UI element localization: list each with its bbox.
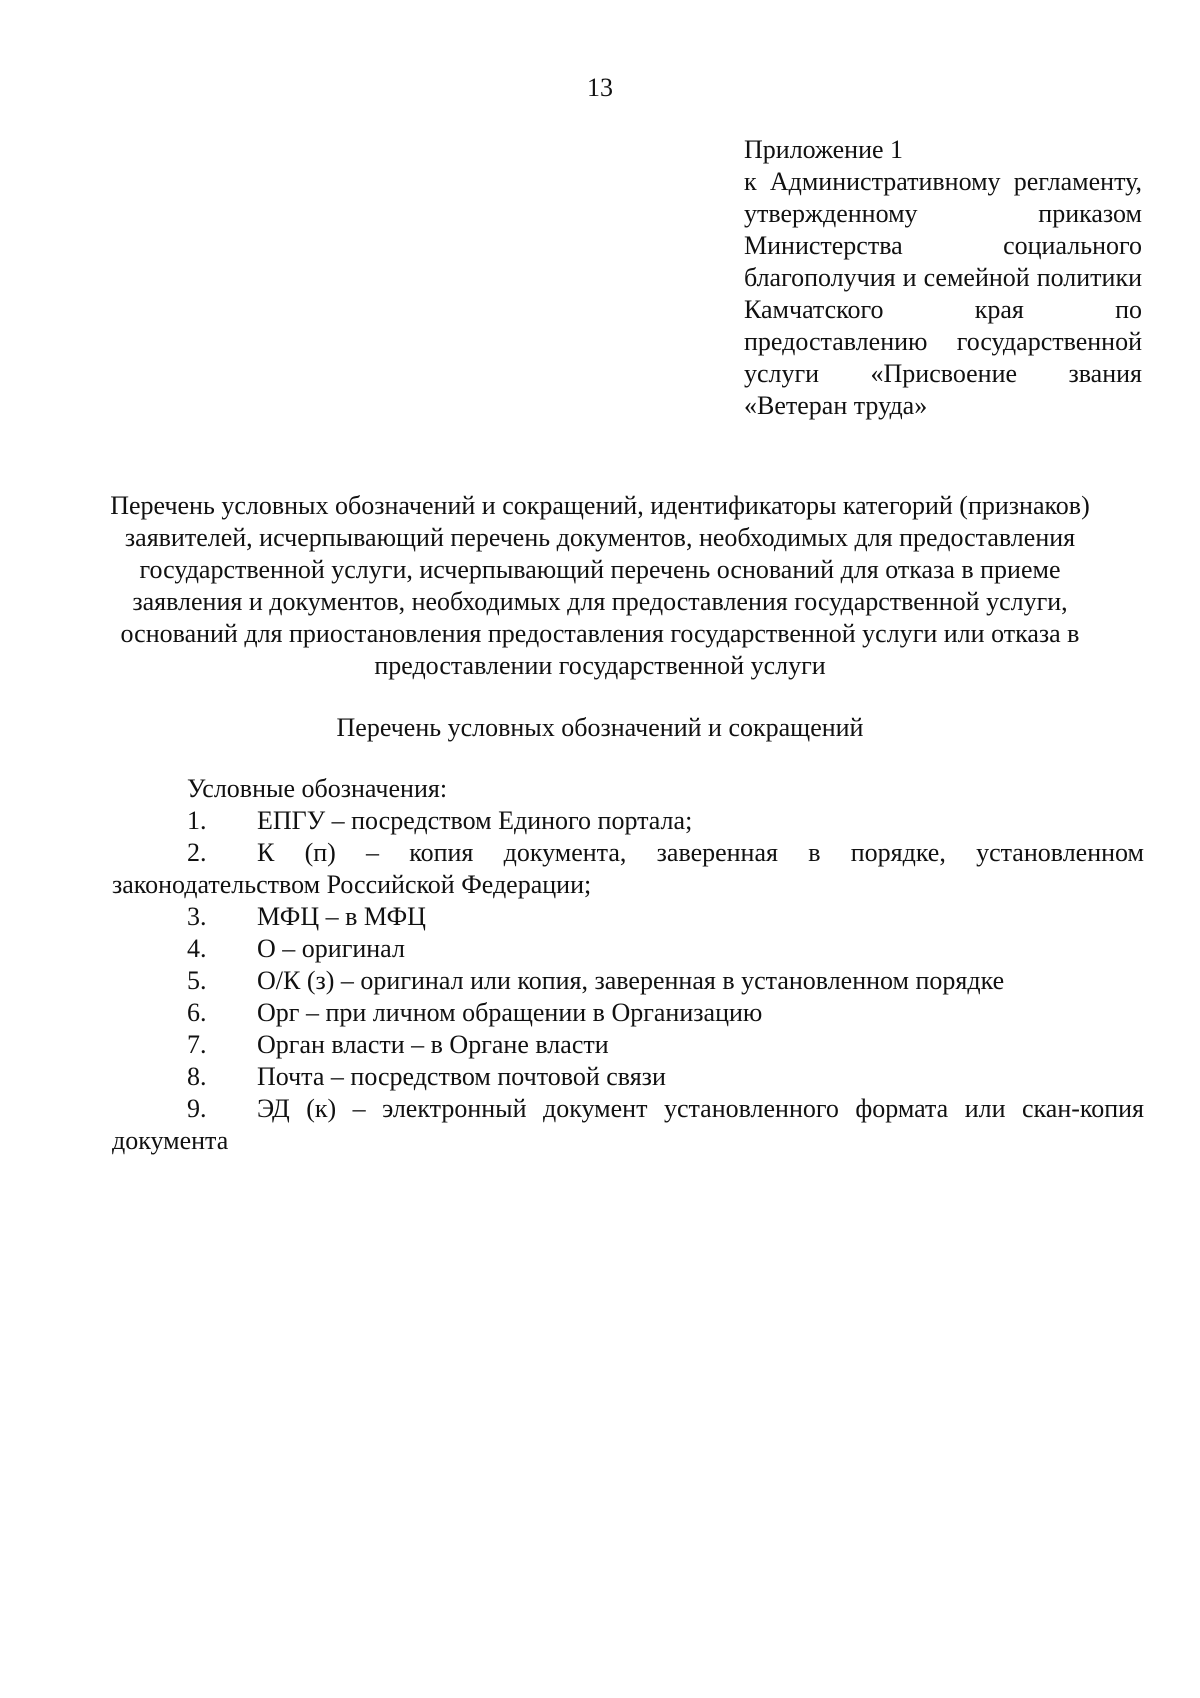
- list-item-text: ЕПГУ – посредством Единого портала;: [257, 806, 693, 835]
- appendix-text: к Административному регламенту, утвержденному приказом Министерства социального благополучия и семейной политики Камчатского края по предоставлению государственной услуги «Присвоение звания «Ветеран труда»: [744, 167, 1142, 420]
- list-item-number: 3.: [187, 902, 207, 931]
- list-item: [112, 1029, 1144, 1061]
- list-item: [112, 997, 1144, 1029]
- section-title: Перечень условных обозначений и сокращений: [336, 713, 864, 742]
- list-item: [112, 965, 1144, 997]
- list-item-number: 1.: [187, 806, 207, 835]
- list-item-text: Орган власти – в Органе власти: [257, 1030, 609, 1059]
- list-item: [112, 1061, 1144, 1093]
- list-item: [112, 805, 1144, 837]
- list-item-text: Почта – посредством почтовой связи: [257, 1062, 666, 1091]
- list-item: [112, 933, 1144, 965]
- legend-heading: Условные обозначения:: [187, 774, 448, 803]
- list-item-text: МФЦ – в МФЦ: [257, 902, 426, 931]
- list-item: [112, 837, 1144, 901]
- list-item-text: О/К (з) – оригинал или копия, заверенная в установленном порядке: [257, 966, 1005, 995]
- list-item: [112, 901, 1144, 933]
- list-item-text: О – оригинал: [257, 934, 405, 963]
- document-title: Перечень условных обозначений и сокращений, идентификаторы категорий (признаков) заявителей, исчерпывающий перечень документов, необходимых для предоставления государственной услуги, исчерпывающий перечень оснований для отказа в приеме заявления и документов, необходимых для предоставления государственной услуги, оснований для приостановления предоставления государственной услуги или отказа в предоставлении государственной услуги: [110, 491, 1090, 680]
- list-item-number: 7.: [187, 1030, 207, 1059]
- appendix-title: Приложение 1: [744, 135, 904, 164]
- list-item-text: К (п) – копия документа, заверенная в порядке, установленном законодательством Российской Федерации;: [112, 838, 1144, 899]
- legend-list: [112, 773, 1144, 1157]
- list-item-number: 2.: [187, 838, 207, 867]
- list-item-number: 6.: [187, 998, 207, 1027]
- list-item-text: Орг – при личном обращении в Организацию: [257, 998, 763, 1027]
- appendix-block: [744, 134, 1142, 422]
- list-item-number: 4.: [187, 934, 207, 963]
- page-number: 13: [587, 73, 613, 102]
- list-item-number: 5.: [187, 966, 207, 995]
- list-item: [112, 1093, 1144, 1157]
- list-item-text: ЭД (к) – электронный документ установленного формата или скан-копия документа: [112, 1094, 1144, 1155]
- list-item-number: 8.: [187, 1062, 207, 1091]
- list-item-number: 9.: [187, 1094, 207, 1123]
